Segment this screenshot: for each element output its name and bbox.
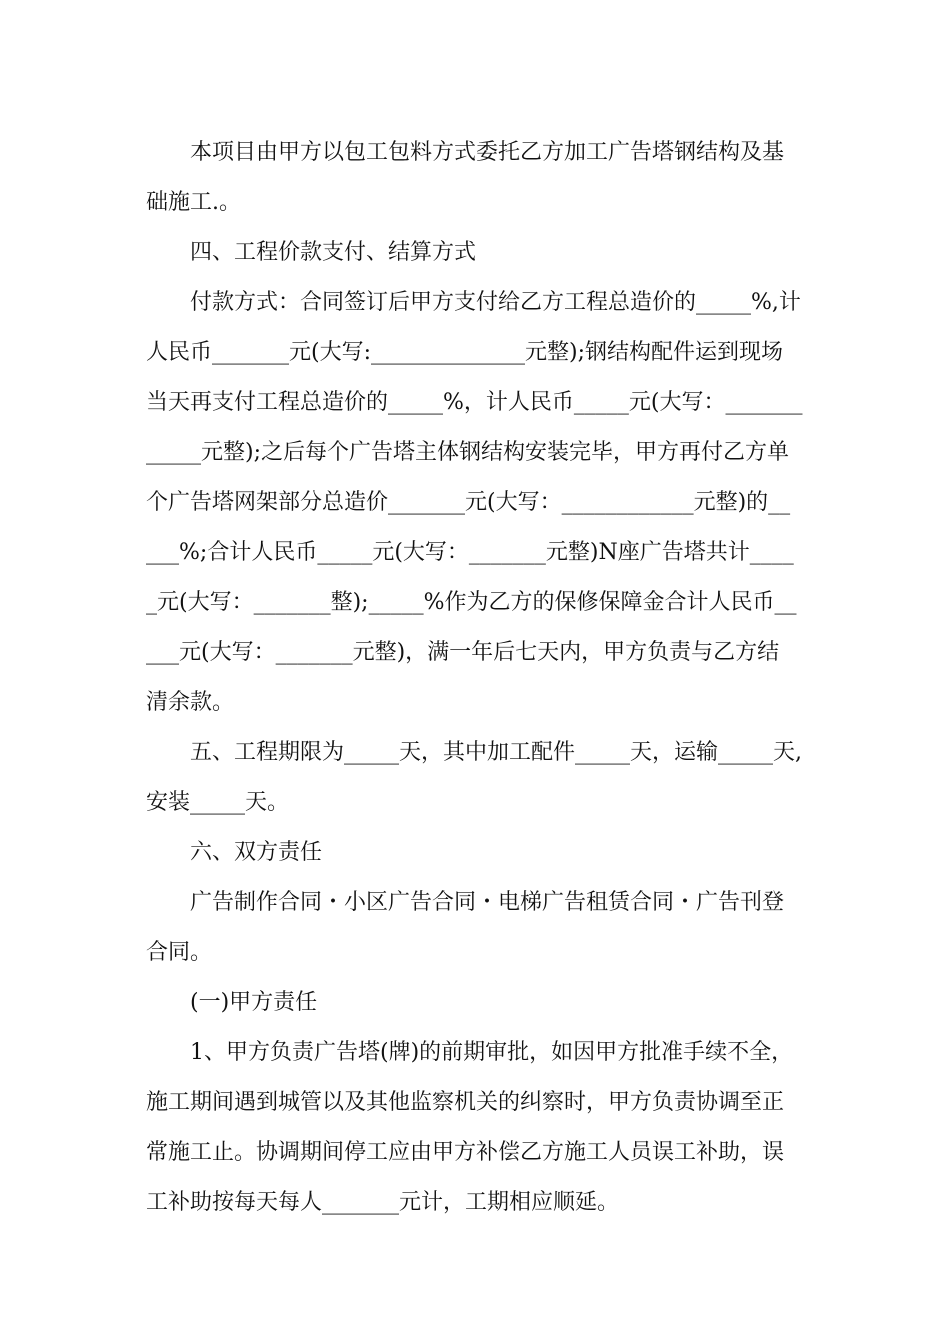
- paragraph-line: 合同。: [146, 940, 213, 965]
- paragraph-line: ___元(大写：_______元整)，满一年后七天内，甲方负责与乙方结: [146, 640, 780, 665]
- paragraph-line: 常施工止。协调期间停工应由甲方补偿乙方施工人员误工补助，误: [146, 1140, 785, 1165]
- paragraph-line: 础施工.。: [146, 190, 241, 215]
- paragraph-line: _元(大写：_______整);_____%作为乙方的保修保障金合计人民币__: [146, 590, 797, 615]
- paragraph-line: 个广告塔网架部分总造价_______元(大写：____________元整)的__: [146, 490, 791, 515]
- paragraph-line: 清余款。: [146, 690, 235, 715]
- subsection-heading: (一)甲方责任: [190, 990, 318, 1015]
- paragraph-line: 安装_____天。: [146, 790, 290, 815]
- paragraph-line: 1、甲方负责广告塔(牌)的前期审批，如因甲方批准手续不全，: [190, 1040, 794, 1065]
- paragraph-line: 五、工程期限为_____天，其中加工配件_____天，运输_____天,: [190, 740, 802, 765]
- section-heading: 四、工程价款支付、结算方式: [190, 240, 477, 265]
- paragraph-line: _____元整);之后每个广告塔主体钢结构安装完毕，甲方再付乙方单: [146, 440, 789, 465]
- paragraph-line: 本项目由甲方以包工包料方式委托乙方加工广告塔钢结构及基: [190, 140, 785, 165]
- paragraph-line: ___%;合计人民币_____元(大写：_______元整)N座广告塔共计____: [146, 540, 794, 565]
- paragraph-line: 当天再支付工程总造价的_____%，计人民币_____元(大写：_______: [146, 390, 803, 415]
- paragraph-line: 工补助按每天每人_______元计，工期相应顺延。: [146, 1190, 620, 1215]
- paragraph-line: 广告制作合同・小区广告合同・电梯广告租赁合同・广告刊登: [190, 890, 785, 915]
- paragraph-line: 施工期间遇到城管以及其他监察机关的纠察时，甲方负责协调至正: [146, 1090, 785, 1115]
- paragraph-line: 人民币_______元(大写:______________元整);钢结构配件运到现场: [146, 340, 783, 365]
- paragraph-line: 付款方式：合同签订后甲方支付给乙方工程总造价的_____%,计: [190, 290, 801, 315]
- section-heading: 六、双方责任: [190, 840, 323, 865]
